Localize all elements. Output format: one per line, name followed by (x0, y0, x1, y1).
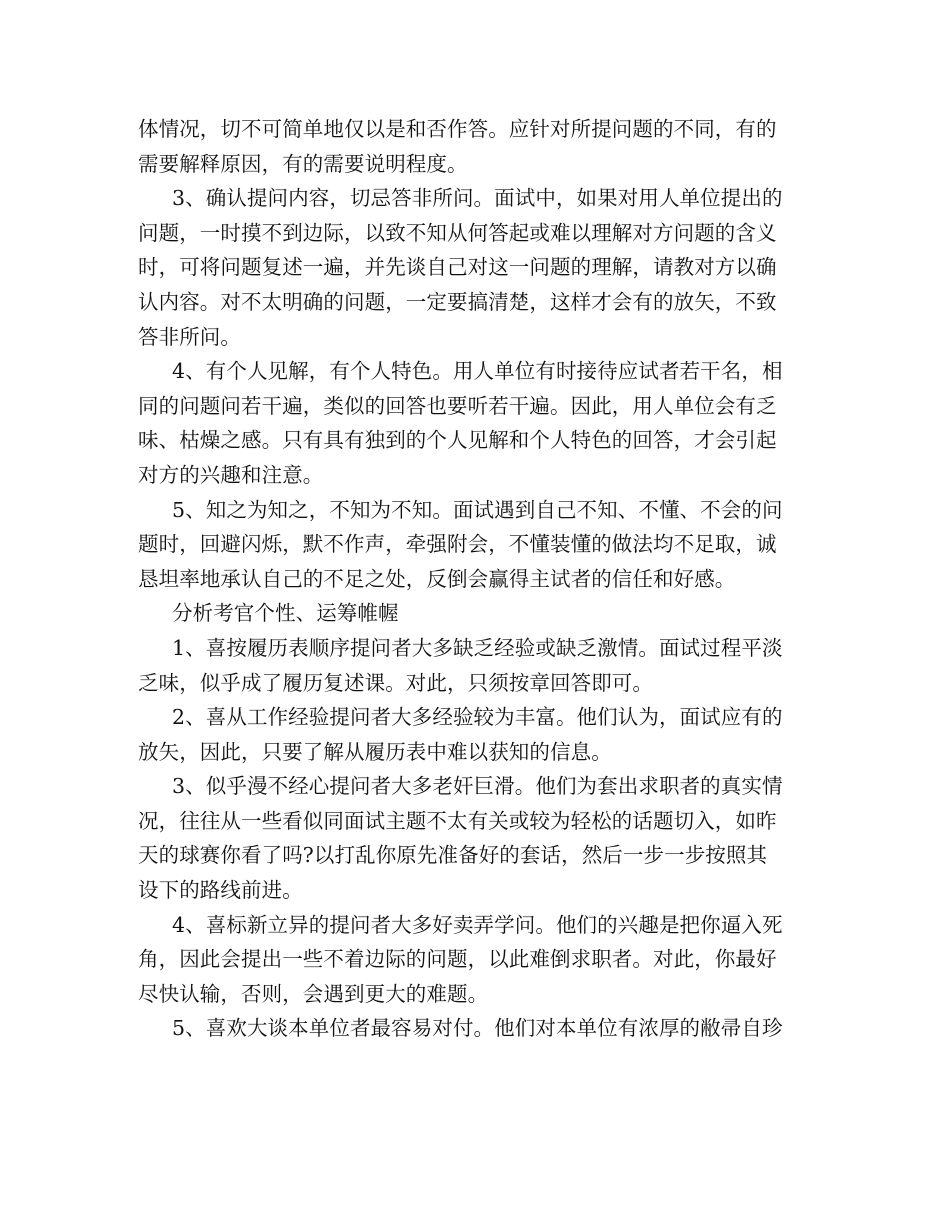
document-body-text (138, 112, 816, 1046)
text-line: 5、知之为知之，不知为不知。面试遇到自己不知、不懂、不会的问 (172, 497, 783, 522)
text-line: 1、喜按履历表顺序提问者大多缺乏经验或缺乏激情。面试过程平淡 (172, 635, 783, 660)
text-line: 况，往往从一些看似同面试主题不太有关或较为轻松的话题切入，如昨 (138, 808, 777, 833)
text-line: 5、喜欢大谈本单位者最容易对付。他们对本单位有浓厚的敝帚自珍 (172, 1016, 783, 1041)
text-line: 4、喜标新立异的提问者大多好卖弄学问。他们的兴趣是把你逼入死 (172, 912, 783, 937)
text-line: 放矢，因此，只要了解从履历表中难以获知的信息。 (138, 739, 612, 764)
text-line: 需要解释原因，有的需要说明程度。 (138, 151, 468, 176)
text-line: 题时，回避闪烁，默不作声，牵强附会，不懂装懂的做法均不足取，诚 (138, 532, 777, 557)
text-line: 尽快认输，否则，会遇到更大的难题。 (138, 981, 489, 1006)
text-line: 分析考官个性、运筹帷幄 (172, 601, 399, 626)
text-line: 2、喜从工作经验提问者大多经验较为丰富。他们认为，面试应有的 (172, 705, 783, 730)
text-line: 认内容。对不太明确的问题，一定要搞清楚，这样才会有的放矢，不致 (138, 289, 777, 314)
text-line: 对方的兴趣和注意。 (138, 462, 324, 487)
text-line: 3、似乎漫不经心提问者大多老奸巨滑。他们为套出求职者的真实情 (172, 774, 783, 799)
text-line: 味、枯燥之感。只有具有独到的个人见解和个人特色的回答，才会引起 (138, 428, 777, 453)
text-line: 乏味，似乎成了履历复述课。对此，只须按章回答即可。 (138, 670, 653, 695)
text-line: 角，因此会提出一些不着边际的问题，以此难倒求职者。对此，你最好 (138, 947, 777, 972)
text-line: 体情况，切不可简单地仅以是和否作答。应针对所提问题的不同，有的 (138, 117, 777, 141)
text-line: 4、有个人见解，有个人特色。用人单位有时接待应试者若干名，相 (172, 359, 783, 384)
text-line: 恳坦率地承认自己的不足之处，反倒会赢得主试者的信任和好感。 (138, 566, 736, 591)
text-line: 天的球赛你看了吗?以打乱你原先准备好的套话，然后一步一步按照其 (138, 843, 768, 868)
text-line: 3、确认提问内容，切忌答非所问。面试中，如果对用人单位提出的 (172, 186, 783, 211)
text-line: 时，可将问题复述一遍，并先谈自己对这一问题的理解，请教对方以确 (138, 255, 777, 280)
text-line: 问题，一时摸不到边际，以致不知从何答起或难以理解对方问题的含义 (138, 220, 777, 245)
text-line: 同的问题问若干遍，类似的回答也要听若干遍。因此，用人单位会有乏 (138, 393, 777, 418)
text-line: 设下的路线前进。 (138, 878, 303, 903)
text-line: 答非所问。 (138, 324, 241, 349)
